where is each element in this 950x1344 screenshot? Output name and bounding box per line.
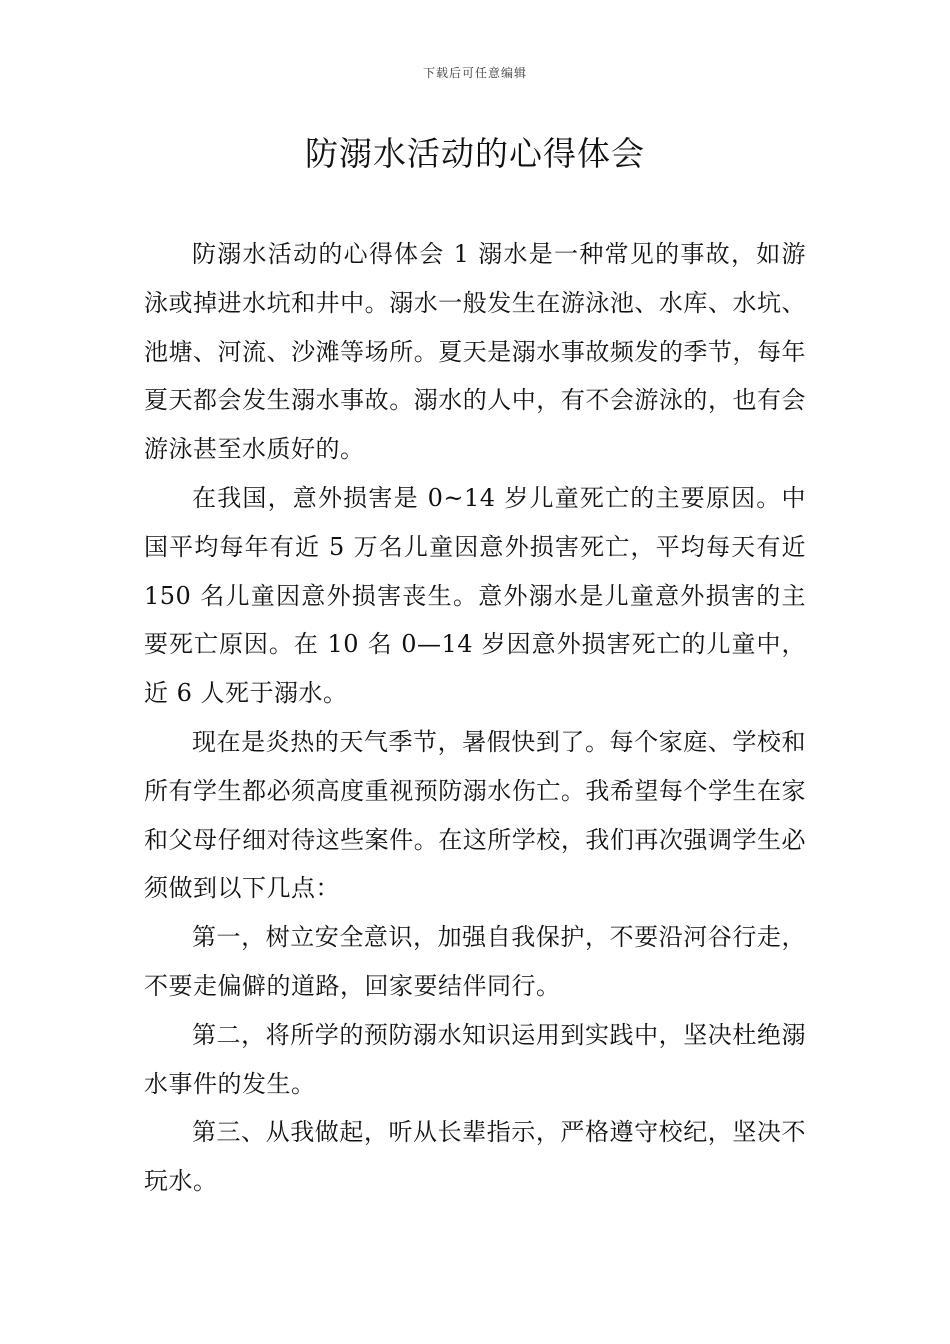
paragraph-5: 第二，将所学的预防溺水知识运用到实践中，坚决杜绝溺水事件的发生。: [144, 1020, 806, 1098]
document-body: [144, 230, 806, 1206]
paragraph-6: 第三、从我做起，听从长辈指示，严格遵守校纪，坚决不玩水。: [144, 1118, 806, 1196]
paragraph-4: 第一，树立安全意识，加强自我保护，不要沿河谷行走，不要走偏僻的道路，回家要结伴同行。: [144, 923, 806, 1000]
paragraph-3: 现在是炎热的天气季节，暑假快到了。每个家庭、学校和所有学生都必须高度重视预防溺水伤亡。我希望每个学生在家和父母仔细对待这些案件。在这所学校，我们再次强调学生必须做到以下几点：: [144, 727, 806, 903]
paragraph-2: 在我国，意外损害是 0~14 岁儿童死亡的主要原因。中国平均每年有近 5 万名儿童因意外损害死亡，平均每天有近 150 名儿童因意外损害丧生。意外溺水是儿童意外损害的主要死亡原因。在 10 名 0—14 岁因意外损害死亡的儿童中，近 6 人死于溺水。: [144, 483, 806, 708]
paragraph-1: 防溺水活动的心得体会 1 溺水是一种常见的事故，如游泳或掉进水坑和井中。溺水一般发生在游泳池、水库、水坑、池塘、河流、沙滩等场所。夏天是溺水事故频发的季节，每年夏天都会发生溺水事故。溺水的人中，有不会游泳的，也有会游泳甚至水质好的。: [144, 240, 806, 464]
document-title: 防溺水活动的心得体会: [305, 134, 645, 173]
header-note: 下载后可任意编辑: [422, 66, 527, 80]
